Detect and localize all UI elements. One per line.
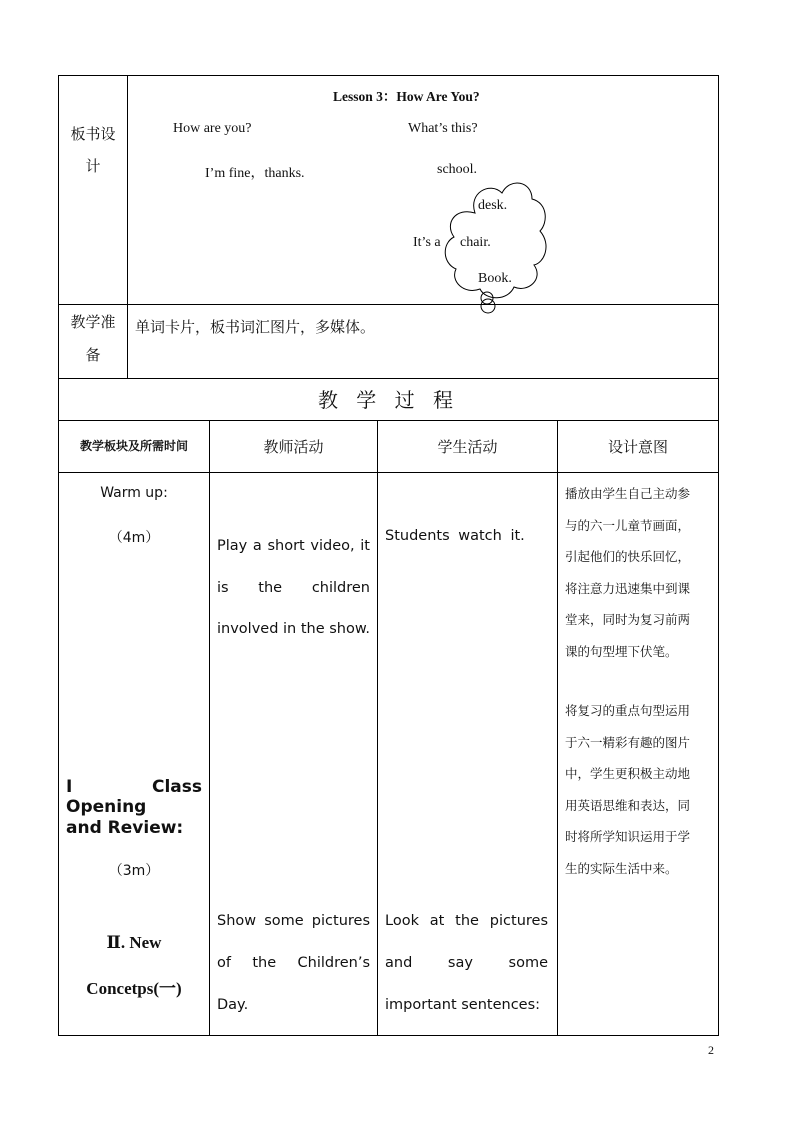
board-right-question: What’s this? [408, 121, 478, 136]
board-left-answer: I’m fine，thanks. [205, 166, 305, 181]
teacher-pictures-line: of the Children’s [217, 955, 370, 971]
class-opening-line1: ⅠClass Opening [66, 777, 202, 817]
page-number: 2 [708, 1043, 714, 1057]
process-title: 教 学 过 程 [317, 388, 460, 412]
intent-line: 与的六一儿童节画面， [565, 517, 691, 533]
prep-label [59, 306, 127, 372]
intent-line: 引起他们的快乐回忆， [565, 549, 691, 564]
board-its-a: It’s a [413, 235, 441, 250]
warm-up-time: （4m） [108, 530, 160, 546]
new-concepts-line1: Ⅱ. New [106, 933, 162, 952]
header-teacher-activity: 教师活动 [263, 438, 324, 456]
intent-block-2 [565, 695, 711, 884]
teacher-pictures-line: Show some pictures [217, 913, 370, 929]
teacher-pictures-block [217, 900, 370, 1026]
student-look-line: and say some [385, 955, 548, 971]
review-time: （3m） [108, 863, 160, 879]
teacher-video-line: Play a short video, it [217, 538, 370, 554]
board-label [59, 118, 127, 182]
header-student-activity: 学生活动 [437, 438, 498, 456]
teacher-pictures-line: Day. [217, 997, 249, 1013]
intent-line: 时将所学知识运用于学 [565, 829, 691, 844]
board-word-school: school. [437, 162, 478, 177]
header-design-intent: 设计意图 [607, 438, 668, 456]
warm-up-label: Warm up: [100, 485, 168, 501]
board-left-question: How are you? [173, 121, 252, 136]
header-module-time: 教学板块及所需时间 [79, 439, 188, 453]
intent-line: 用英语思维和表达，同 [565, 797, 691, 813]
new-concepts-line2: Concetps(一) [86, 979, 182, 998]
board-label-line1: 板书设 [70, 125, 116, 143]
intent-line: 堂来，同时为复习前两 [565, 612, 691, 627]
board-word-desk: desk. [478, 198, 508, 213]
board-word-chair: chair. [460, 235, 491, 250]
intent-line: 生的实际生活中来。 [565, 860, 678, 876]
student-look-line: important sentences: [385, 997, 541, 1013]
prep-label-line2: 备 [85, 346, 101, 364]
prep-label-line1: 教学准 [70, 313, 116, 331]
teacher-video-line: involved in the show. [217, 621, 371, 637]
intent-line: 中，学生更积极主动地 [565, 766, 691, 781]
intent-block-1 [565, 478, 711, 667]
teacher-video-line: is the children [217, 579, 370, 596]
intent-line: 于六一精彩有趣的图片 [565, 734, 691, 750]
student-watch: Students watch it. [385, 528, 525, 544]
teacher-video-block [217, 526, 370, 651]
student-look-line: Look at the pictures [385, 913, 548, 929]
intent-line: 将复习的重点句型运用 [565, 703, 691, 718]
intent-line: 播放由学生自己主动参 [565, 486, 691, 501]
student-look-block [385, 900, 548, 1026]
board-word-book: Book. [478, 271, 512, 286]
board-label-line2: 计 [85, 157, 101, 175]
thought-cloud-shape [440, 175, 550, 315]
intent-line: 将注意力迅速集中到课 [565, 580, 691, 596]
lesson-title: Lesson 3：How Are You? [333, 89, 480, 104]
prep-content: 单词卡片，板书词汇图片，多媒体。 [135, 318, 376, 336]
intent-line: 课的句型埋下伏笔。 [565, 643, 678, 659]
class-opening-line2: and Review: [66, 818, 184, 838]
